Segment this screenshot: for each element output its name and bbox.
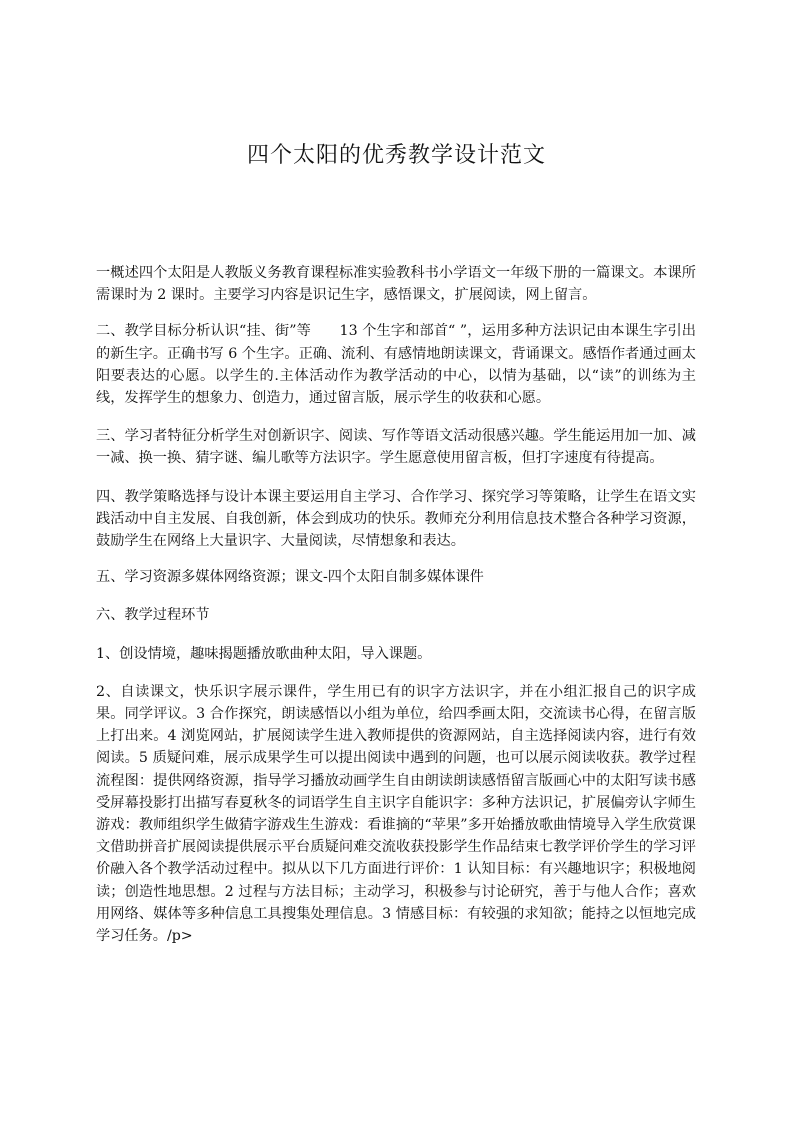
paragraph-strategy: 四、教学策略选择与设计本课主要运用自主学习、合作学习、探究学习等策略，让学生在语文实践活动中自主发展、自我创新，体会到成功的快乐。教师充分利用信息技术整合各种学习资源，鼓励学生在网络上大量识字、大量阅读，尽情想象和表达。	[96, 488, 696, 550]
paragraph-learner-analysis: 三、学习者特征分析学生对创新识字、阅读、写作等语文活动很感兴趣。学生能运用加一加、减一减、换一换、猜字谜、编儿歌等方法识字。学生愿意使用留言板，但打字速度有待提高。	[96, 428, 696, 467]
paragraph-step-1: 1、创设情境，趣味揭题播放歌曲种太阳，导入课题。	[96, 645, 432, 662]
paragraph-resources: 五、学习资源多媒体网络资源；课文-四个太阳自制多媒体课件	[96, 569, 484, 586]
paragraph-process-heading: 六、教学过程环节	[96, 607, 210, 624]
paragraph-overview: 一概述四个太阳是人教版义务教育课程标准实验教科书小学语文一年级下册的一篇课文。本课所需课时为 2 课时。主要学习内容是识记生字，感悟课文，扩展阅读，网上留言。	[96, 265, 696, 304]
document-body	[96, 262, 696, 947]
paragraph-step-2: 2、自读课文，快乐识字展示课件，学生用已有的识字方法识字，并在小组汇报自己的识字成果。同学评议。3 合作探究，朗读感悟以小组为单位，给四季画太阳，交流读书心得，在留言版上打出来。4 浏览网站，扩展阅读学生进入教师提供的资源网站，自主选择阅读内容，进行有效阅读。5 质疑问难，展示成果学生可以提出阅读中遇到的问题，也可以展示阅读收获。教学过程流程图：提供网络资源，指导学习播放动画学生自由朗读朗读感悟留言版画心中的太阳写读书感受屏幕投影打出描写春夏秋冬的词语学生自主识字自能识字：多种方法识记，扩展偏旁认字师生游戏：教师组织学生做猜字游戏生生游戏：看谁摘的“苹果”多开始播放歌曲情境导入学生欣赏课文借助拼音扩展阅读提供展示平台质疑问难交流收获投影学生作品结束七教学评价学生的学习评价融入各个教学活动过程中。拟从以下几方面进行评价：1 认知目标：有兴趣地识字；积极地阅读；创造性地思想。2 过程与方法目标；主动学习，积极参与讨论研究，善于与他人合作；喜欢用网络、媒体等多种信息工具搜集处理信息。3 情感目标：有较强的求知欲；能持之以恒地完成学习任务。/p>	[96, 683, 696, 945]
document-title: 四个太阳的优秀教学设计范文	[246, 143, 546, 168]
paragraph-objectives: 二、教学目标分析认识“挂、街”等 13 个生字和部首“ ”，运用多种方法识记由本课生字引出的新生字。正确书写 6 个生字。正确、流利、有感情地朗读课文，背诵课文。感悟作者通过画太阳要表达的心愿。以学生的.主体活动作为教学活动的中心，以情为基础，以“读”的训练为主线，发挥学生的想象力、创造力，通过留言版，展示学生的收获和心愿。	[96, 323, 696, 407]
